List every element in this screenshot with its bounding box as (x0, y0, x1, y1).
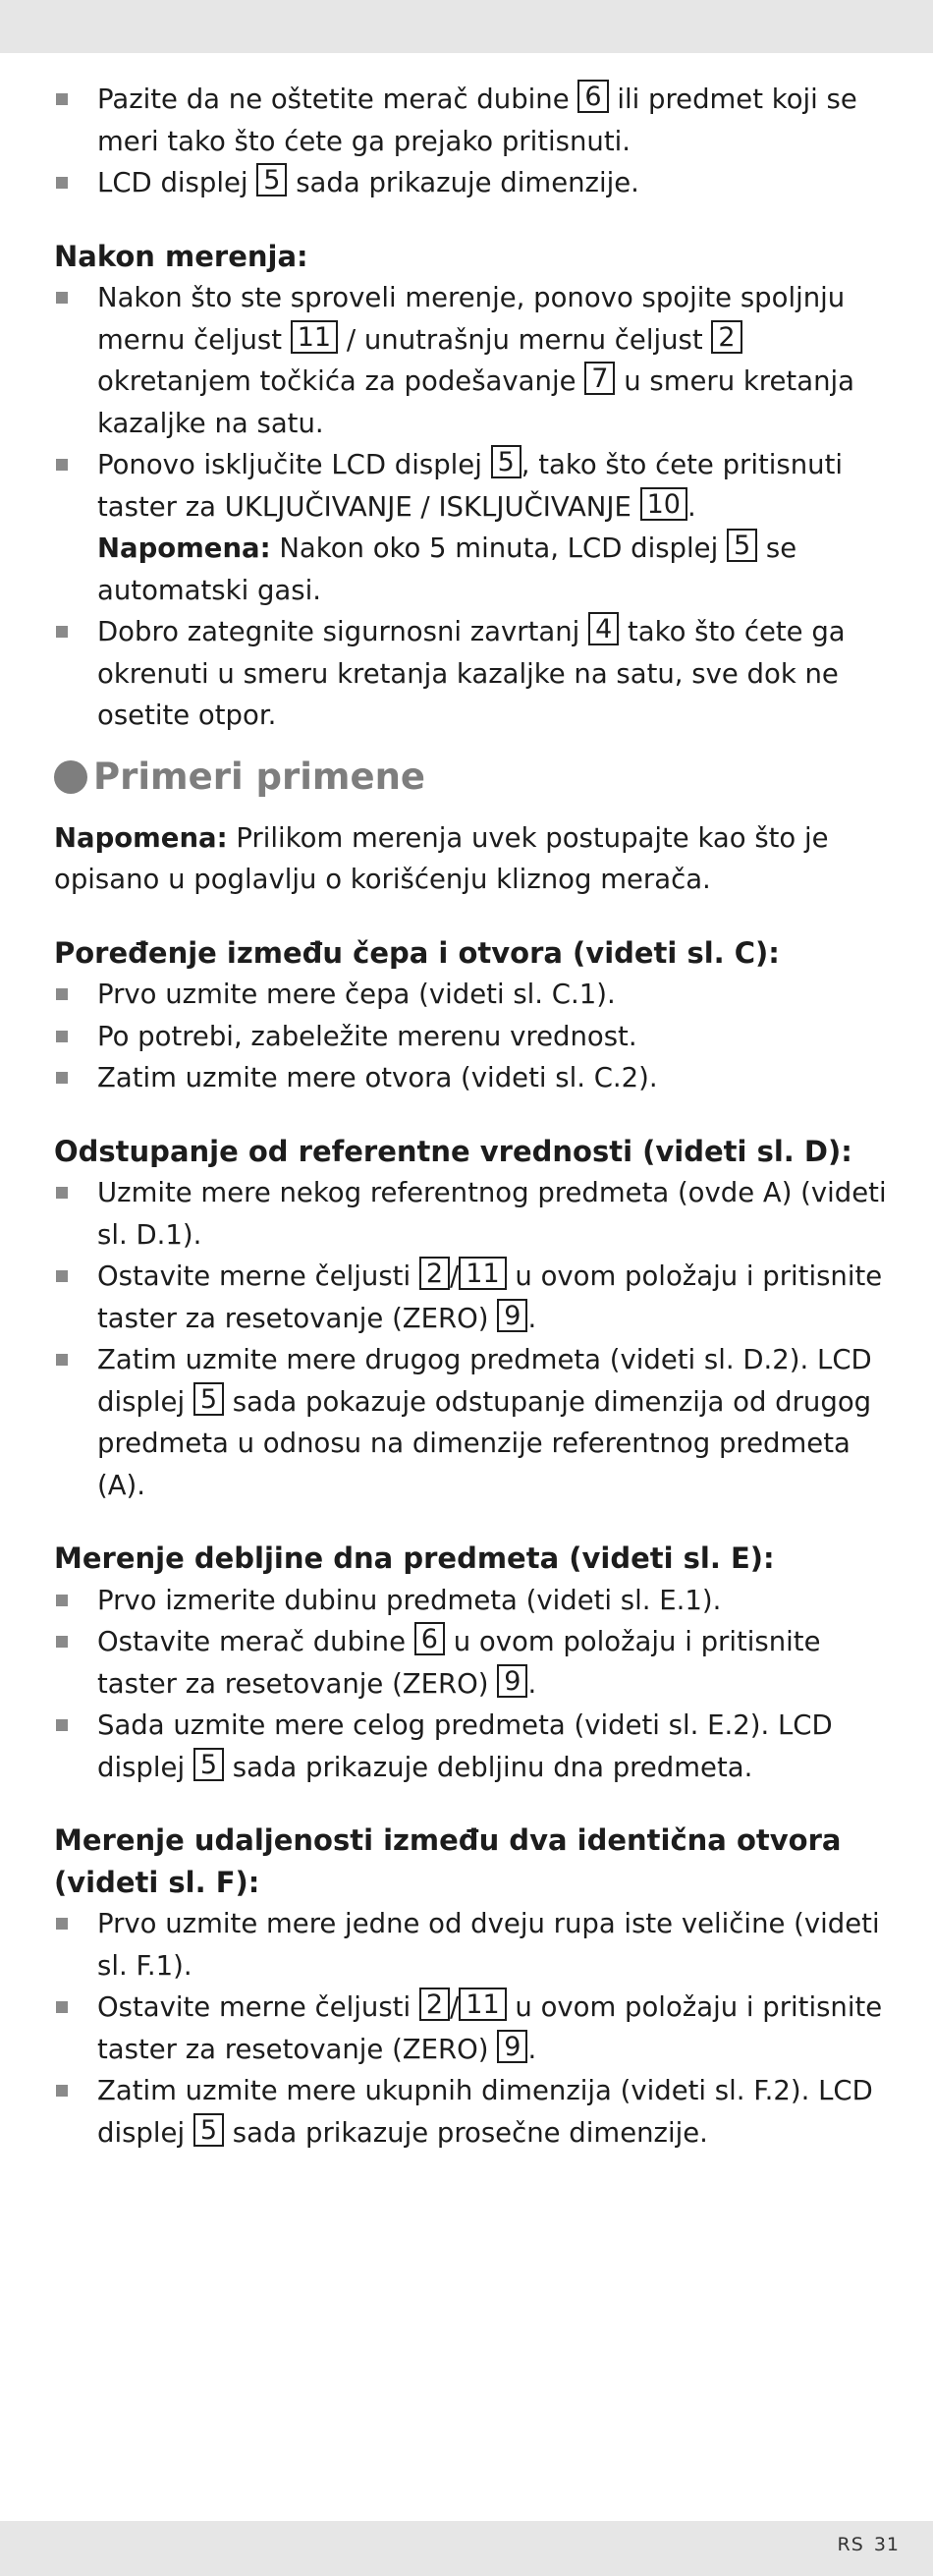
part-reference: 5 (727, 529, 757, 562)
list-item: Pazite da ne oštetite merač dubine 6 ili predmet koji se meri tako što ćete ga prejako pritisnuti. (54, 79, 899, 162)
list-item: Dobro zategnite sigurnosni zavrtanj 4 tako što ćete ga okrenuti u smeru kretanja kazaljke na satu, sve dok ne osetite otpor. (54, 611, 899, 737)
nakon-list (54, 277, 899, 737)
page-number: 31 (873, 2534, 900, 2555)
list-item: Uzmite mere nekog referentnog predmeta (ovde A) (videti sl. D.1). (54, 1172, 899, 1256)
list-item: Zatim uzmite mere drugog predmeta (videti sl. D.2). LCD displej 5 sada pokazuje odstupanje dimenzija od drugog predmeta u odnosu na dimenzije referentnog predmeta (A). (54, 1339, 899, 1506)
heading-c: Poređenje između čepa i otvora (videti sl. C): (54, 935, 780, 970)
bullet-icon (56, 1072, 68, 1084)
bullet-icon (56, 2085, 68, 2097)
bullet-icon (56, 1918, 68, 1930)
section-title: Primeri primene (54, 753, 899, 802)
heading-nakon-merenja: Nakon merenja: (54, 239, 308, 273)
list-item: Sada uzmite mere celog predmeta (videti sl. E.2). LCD displej 5 sada prikazuje debljinu dna predmeta. (54, 1705, 899, 1788)
part-reference: 5 (491, 445, 521, 478)
note-label: Napomena: (97, 532, 271, 564)
part-reference: 5 (193, 1748, 224, 1781)
part-reference: 9 (497, 1664, 527, 1698)
c-list (54, 974, 899, 1099)
list-item: Po potrebi, zabeležite merenu vrednost. (54, 1016, 899, 1058)
list-item: Ostavite merne čeljusti 2 / 11 u ovom položaju i pritisnite taster za resetovanje (ZERO) 9 . (54, 1987, 899, 2070)
part-reference: 7 (584, 362, 615, 395)
part-reference: 6 (577, 80, 608, 113)
bullet-icon (56, 1187, 68, 1199)
primeri-note: Napomena: Prilikom merenja uvek postupajte kao što je opisano u poglavlju o korišćenju kliznog merača. (54, 821, 829, 895)
bullet-icon (56, 1719, 68, 1731)
bullet-icon (56, 1636, 68, 1648)
part-reference: 2 (419, 1988, 450, 2021)
bullet-icon (56, 1595, 68, 1606)
part-reference: 5 (193, 2113, 224, 2147)
section-bullet-icon (54, 760, 87, 794)
bullet-icon (56, 1031, 68, 1042)
bullet-icon (56, 1270, 68, 1282)
bullet-icon (56, 292, 68, 304)
part-reference: 5 (193, 1382, 224, 1416)
list-item: LCD displej 5 sada prikazuje dimenzije. (54, 162, 899, 204)
bottom-bar (0, 2521, 933, 2576)
part-reference: 10 (640, 487, 687, 521)
page-footer (828, 2534, 900, 2555)
part-reference: 9 (497, 1299, 527, 1332)
part-reference: 11 (459, 1988, 506, 2021)
d-list (54, 1172, 899, 1506)
bullet-icon (56, 459, 68, 471)
part-reference: 9 (497, 2030, 527, 2063)
part-reference: 2 (419, 1257, 450, 1290)
f-list (54, 1903, 899, 2154)
page-content (54, 79, 899, 2154)
language-code: RS (837, 2534, 864, 2555)
list-item: Nakon što ste sproveli merenje, ponovo spojite spoljnju mernu čeljust 11 / unutrašnju mernu čeljust 2 okretanjem točkića za podešavanje 7 u smeru kretanja kazaljke na satu. (54, 277, 899, 444)
list-item: Prvo uzmite mere jedne od dveju rupa iste veličine (videti sl. F.1). (54, 1903, 899, 1987)
part-reference: 6 (414, 1622, 445, 1655)
list-item: Prvo izmerite dubinu predmeta (videti sl. E.1). (54, 1580, 899, 1622)
heading-d: Odstupanje od referentne vrednosti (videti sl. D): (54, 1134, 852, 1168)
list-item: Prvo uzmite mere čepa (videti sl. C.1). (54, 974, 899, 1016)
part-reference: 11 (459, 1257, 506, 1290)
intro-list (54, 79, 899, 204)
list-item: Ostavite merne čeljusti 2 / 11 u ovom položaju i pritisnite taster za resetovanje (ZERO) 9 . (54, 1256, 899, 1339)
list-item: Zatim uzmite mere ukupnih dimenzija (videti sl. F.2). LCD displej 5 sada prikazuje prosečne dimenzije. (54, 2070, 899, 2154)
note-label: Napomena: (54, 821, 228, 854)
bullet-icon (56, 1354, 68, 1366)
part-reference: 4 (588, 612, 619, 645)
list-item: Ponovo isključite LCD displej 5 , tako što ćete pritisnuti taster za UKLJUČIVANJE / ISKLJUČIVANJE 10 . Napomena: Nakon oko 5 minuta, LCD displej 5 se automatski gasi. (54, 444, 899, 611)
part-reference: 11 (291, 320, 338, 354)
list-item: Ostavite merač dubine 6 u ovom položaju i pritisnite taster za resetovanje (ZERO) 9 . (54, 1621, 899, 1705)
heading-e: Merenje debljine dna predmeta (videti sl. E): (54, 1541, 775, 1575)
bullet-icon (56, 626, 68, 638)
part-reference: 5 (256, 163, 287, 196)
bullet-icon (56, 177, 68, 189)
heading-f: Merenje udaljenosti između dva identična otvora (videti sl. F): (54, 1823, 842, 1899)
bullet-icon (56, 2001, 68, 2013)
bullet-icon (56, 988, 68, 1000)
top-bar (0, 0, 933, 53)
part-reference: 2 (711, 320, 741, 354)
list-item: Zatim uzmite mere otvora (videti sl. C.2). (54, 1057, 899, 1099)
e-list (54, 1580, 899, 1789)
bullet-icon (56, 93, 68, 105)
